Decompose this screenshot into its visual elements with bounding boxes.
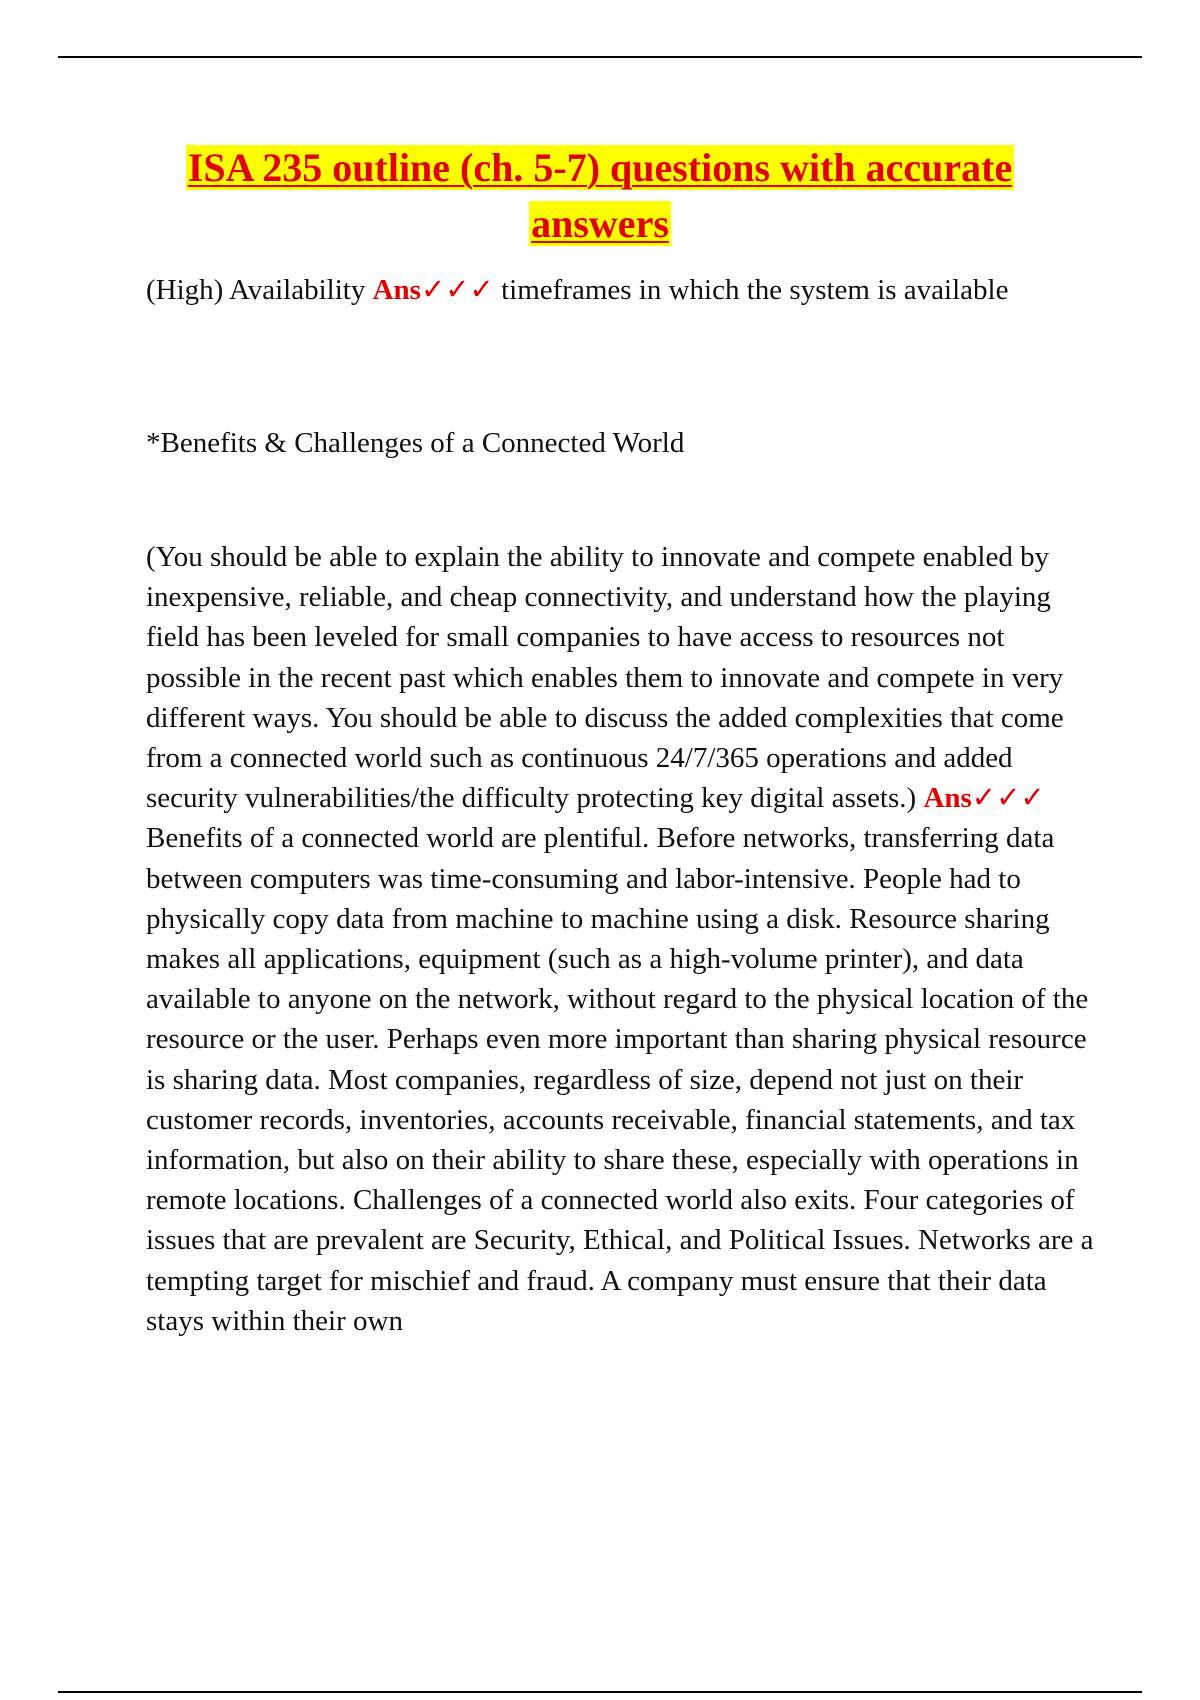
question-text: (High) Availability [146,274,366,306]
answer-marker: Ans [923,782,972,815]
answer-marker: Ans [372,274,421,306]
qa-item-availability [146,270,1096,310]
header-rule [58,56,1142,58]
qa-item-connected-world [146,537,1096,1341]
question-text: (You should be able to explain the ability to innovate and compete enabled by inexpensive, reliable, and cheap connectivity, and understand how the playing field has been leveled for small companies to have access to resources not possible in the recent past which enables them to innovate and compete in very different ways. You should be able to discuss the added complexities that come from a connected world such as continuous 24/7/365 operations and added security vulnerabilities/the difficulty protecting key digital assets.) [146,541,1064,815]
checkmark-icon: ✓✓✓ [420,274,494,306]
title-line-2: answers [531,201,669,246]
section-heading: *Benefits & Challenges of a Connected World [146,427,685,459]
answer-text: Benefits of a connected world are plentiful. Before networks, transferring data between computers was time-consuming and labor-intensive. People had to physically copy data from machine to machine using a disk. Resource sharing makes all applications, equipment (such as a high-volume printer), and data available to anyone on the network, without regard to the physical location of the resource or the user. Perhaps even more important than sharing physical resource is sharing data. Most companies, regardless of size, depend not just on their customer records, inventories, accounts receivable, financial statements, and tax information, but also on their ability to share these, especially with operations in remote locations. Challenges of a connected world also exits. Four categories of issues that are prevalent are Security, Ethical, and Political Issues. Networks are a tempting target for mischief and fraud. A company must ensure that their data stays within their own [146,822,1094,1337]
title-line-1: ISA 235 outline (ch. 5-7) questions with accurate [187,145,1013,190]
answer-text: timeframes in which the system is available [501,274,1009,306]
footer-rule [58,1691,1142,1693]
checkmark-icon: ✓✓✓ [971,782,1045,815]
document-title [120,140,1080,252]
